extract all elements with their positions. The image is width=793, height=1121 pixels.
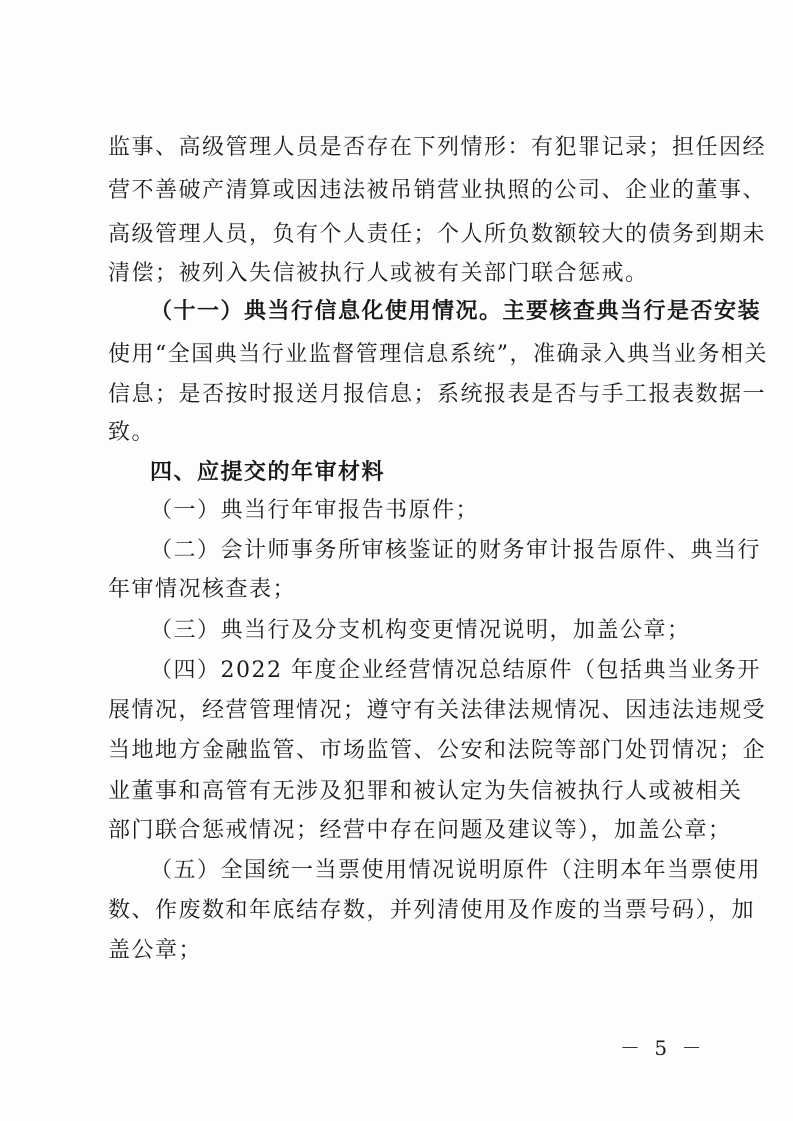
section-label-eleven: （十一） [150, 298, 245, 324]
list-item-4-line-2: 展情况，经营管理情况；遵守有关法律法规情况、因违法违规受 [108, 698, 767, 723]
list-item-1: （一）典当行年审报告书原件； [150, 498, 480, 523]
section-heading-informatization: 典当行信息化使用情况。主要核查典当行是否安装 [244, 298, 762, 324]
section-title-four: 四、应提交的年审材料 [150, 459, 386, 485]
list-item-3: （三）典当行及分支机构变更情况说明，加盖公章； [150, 618, 691, 643]
list-item-2-line-1: （二）会计师事务所审核鉴证的财务审计报告原件、典当行 [150, 538, 762, 563]
paragraph-line-7: 信息；是否按时报送月报信息；系统报表是否与手工报表数据一 [108, 382, 767, 407]
page-number: － 5 － [620, 1036, 706, 1060]
paragraph-line-5 [150, 298, 761, 325]
paragraph-line-1: 监事、高级管理人员是否存在下列情形：有犯罪记录；担任因经 [108, 135, 767, 160]
paragraph-line-6: 使用“全国典当行业监督管理信息系统”，准确录入典当业务相关 [108, 342, 768, 367]
list-item-4-line-5: 部门联合惩戒情况；经营中存在问题及建议等），加盖公章； [108, 818, 732, 843]
list-item-5-line-2: 数、作废数和年底结存数，并列清使用及作废的当票号码），加 [108, 898, 756, 923]
paragraph-line-2: 营不善破产清算或因违法被吊销营业执照的公司、企业的董事、 [108, 178, 767, 203]
list-item-2-line-2: 年审情况核查表； [108, 577, 297, 602]
paragraph-line-3: 高级管理人员，负有个人责任；个人所负数额较大的债务到期未 [108, 222, 767, 247]
list-item-5-line-1: （五）全国统一当票使用情况说明原件（注明本年当票使用 [150, 858, 762, 883]
list-item-5-line-3: 盖公章； [108, 938, 203, 963]
paragraph-line-4: 清偿；被列入失信被执行人或被有关部门联合惩戒。 [108, 261, 649, 286]
list-item-4-line-1: （四）2022 年度企业经营情况总结原件（包括典当业务开 [150, 658, 761, 683]
list-item-4-line-4: 业董事和高管有无涉及犯罪和被认定为失信被执行人或被相关 [108, 779, 743, 804]
paragraph-line-8: 致。 [108, 420, 156, 445]
list-item-4-line-3: 当地地方金融监管、市场监管、公安和法院等部门处罚情况；企 [108, 738, 767, 763]
